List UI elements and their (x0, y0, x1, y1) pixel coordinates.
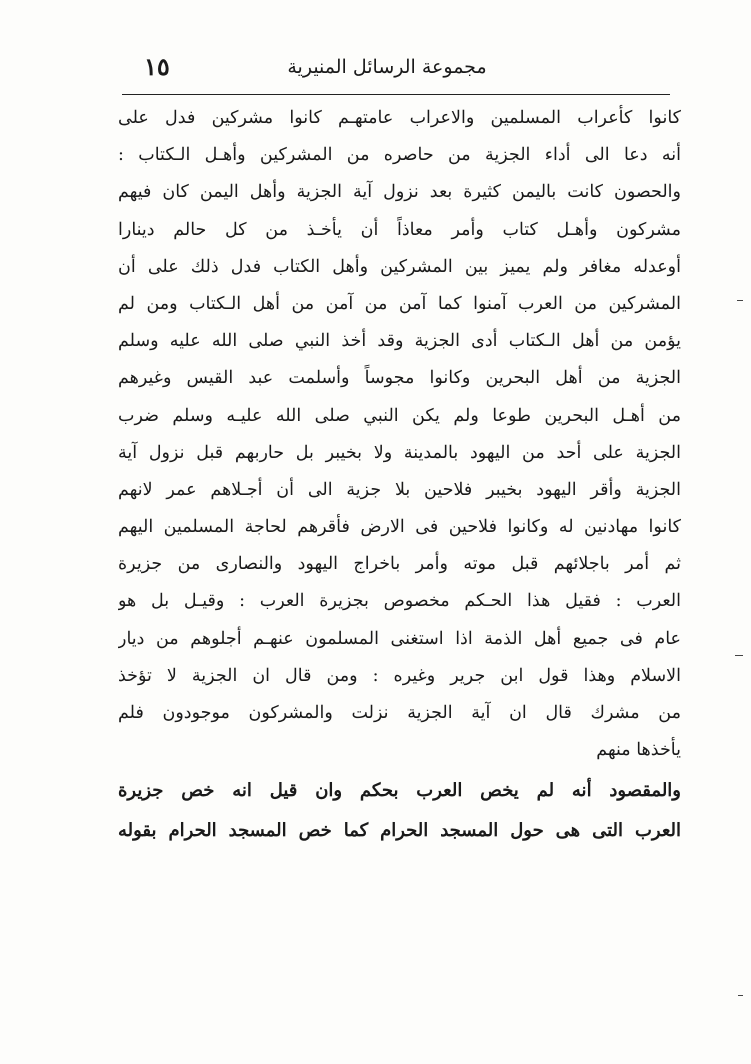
scan-edge-mark (735, 655, 743, 656)
text-line: والحصون كانت باليمن كثيرة بعد نزول آية الجزية وأهل اليمن كان فيهم (118, 182, 681, 203)
text-line: كانوا كأعراب المسلمين والاعراب عامتهـم كانوا مشركين فدل على (118, 108, 681, 128)
text-line: أوعدله مغافر ولم يميز بين المشركين وأهل الكتاب فدل ذلك على أن (118, 256, 681, 277)
running-header-title: مجموعة الرسائل المنيرية (287, 56, 487, 78)
text-line: المشركين من العرب آمنوا كما آمن من آمن من أهل الـكتاب ومن لم (118, 293, 681, 314)
paragraph-2 (118, 771, 681, 851)
text-line: أنه دعا الى أداء الجزية من حاصره من المشركين وأهـل الـكتاب : (118, 145, 681, 166)
running-header (122, 52, 670, 92)
text-line: الاسلام وهذا قول ابن جرير وغيره : ومن قال ان الجزية لا تؤخذ (118, 665, 681, 686)
text-line: من أهـل البحرين طوعا ولم يكن النبي صلى الله عليـه وسلم ضرب (118, 405, 681, 426)
page-number: ١٥ (144, 52, 170, 81)
text-line: العرب التى هى حول المسجد الحرام كما خص المسجد الحرام بقوله (118, 820, 681, 842)
text-line: ثم أمر باجلائهم قبل موته وأمر باخراج اليهود والنصارى من جزيرة (118, 554, 681, 575)
text-line: الجزية وأقر اليهود بخيبر فلاحين بلا جزية الى أن أجـلاهم عمر لانهم (118, 479, 681, 500)
text-line: عام فى جميع أهل الذمة اذا استغنى المسلمون عنهـم أجلوهم من ديار (118, 628, 681, 649)
text-line: يؤمن من أهل الـكتاب أدى الجزية وقد أخذ النبي صلى الله عليه وسلم (118, 331, 681, 352)
text-line: الجزية على أحد من اليهود بالمدينة ولا بخيبر بل حاربهم قبل نزول آية (118, 442, 681, 463)
text-line: كانوا مهادنين له وكانوا فلاحين فى الارض فأقرهم لحاجة المسلمين اليهم (118, 517, 681, 538)
scan-edge-mark (738, 995, 743, 996)
text-line: مشركون وأهـل كتاب وأمر معاذاً أن يأخـذ من كل حالم دينارا (118, 219, 681, 240)
paragraph-1 (118, 100, 681, 769)
header-rule (122, 94, 670, 95)
text-line: من مشرك قال ان آية الجزية نزلت والمشركون موجودون فلم (118, 703, 681, 723)
text-line: الجزية من أهل البحرين وكانوا مجوساً وأسلمت عبد القيس وغيرهم (118, 368, 681, 389)
text-line: يأخذها منهم (596, 740, 681, 761)
body-text (118, 100, 681, 851)
text-line: العرب : فقيل هذا الحـكم مخصوص بجزيرة العرب : وقيـل بل هو (118, 591, 681, 612)
scan-edge-mark (737, 300, 743, 301)
text-line: والمقصود أنه لم يخص العرب بحكم وان قيل انه خص جزيرة (118, 780, 681, 802)
